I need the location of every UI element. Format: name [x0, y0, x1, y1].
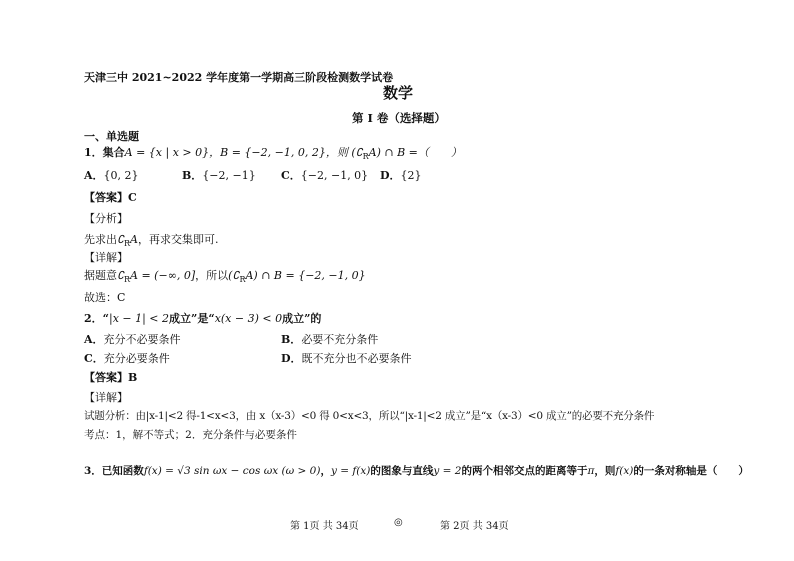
footer-page-left: 第 1页 共 34页: [290, 521, 359, 532]
option-label: A．: [84, 169, 104, 182]
q1-conclusion: 故选：C: [84, 291, 126, 304]
q3-stem-mid2: 的图象与直线: [370, 465, 434, 477]
q1-stem-tail: A) ∩ B =（ ）: [368, 146, 462, 159]
detail-sub1: R: [124, 275, 131, 285]
q2-option-a: [84, 331, 181, 347]
q1-option-c: [281, 167, 368, 183]
question-3-stem: [84, 463, 749, 478]
q2-stem-mid: 成立”是“: [169, 312, 215, 325]
q3-stem-mid4: ，则: [594, 465, 616, 477]
detail-math2: (∁: [228, 269, 240, 282]
option-value: {2}: [400, 169, 422, 182]
detail-math1b: A = (−∞, 0]: [130, 269, 196, 282]
q3-stem-math4: π: [587, 465, 595, 477]
q1-answer: 【答案】C: [84, 191, 137, 204]
q1-option-b: [182, 167, 256, 183]
q2-option-d: [281, 350, 412, 366]
q1-analysis-text: [84, 231, 218, 248]
option-value: {0, 2}: [103, 169, 139, 182]
q2-kaodian: 考点：1，解不等式；2．充分条件与必要条件: [84, 429, 297, 441]
q1-analysis-tag: 【分析】: [84, 212, 128, 225]
q2-answer: 【答案】B: [84, 371, 138, 384]
option-label: B．: [281, 333, 302, 346]
question-1-stem: [84, 144, 462, 161]
volume-heading: 第 I 卷（选择题）: [352, 111, 446, 125]
option-value: 充分必要条件: [103, 352, 170, 365]
q2-detail-tag: 【详解】: [84, 391, 128, 404]
q1-stem-math: A = {x | x > 0}，B = {−2, −1, 0, 2}，则 (∁: [124, 146, 363, 159]
q3-stem-math2: y = f(x): [330, 465, 371, 477]
detail-mid: ，所以: [195, 269, 229, 282]
analysis-math: ∁: [117, 233, 124, 246]
q3-stem-prefix: 3．已知函数: [84, 465, 144, 477]
option-label: A．: [84, 333, 104, 346]
exam-title: 天津三中 2021~2022 学年度第一学期高三阶段检测数学试卷: [84, 71, 394, 84]
q2-stem-math1: |x − 1| < 2: [108, 312, 170, 325]
option-value: 既不充分也不必要条件: [301, 352, 412, 365]
q2-option-b: [281, 331, 378, 347]
footer-center-icon: ◎: [394, 517, 403, 528]
q1-detail-text: [84, 267, 366, 284]
question-2-stem: [84, 310, 321, 326]
option-label: D．: [380, 169, 401, 182]
q3-stem-post: 的一条对称轴是（ ）: [633, 465, 749, 477]
detail-math2b: A) ∩ B = {−2, −1, 0}: [245, 269, 366, 282]
detail-math1: ∁: [117, 269, 124, 282]
option-label: C．: [281, 169, 301, 182]
analysis-math2: A: [130, 233, 138, 246]
footer-page-right: 第 2页 共 34页: [440, 521, 509, 532]
q2-detail-text: 试题分析：由|x-1|<2 得-1<x<3，由 x（x-3）<0 得 0<x<3，所以“|x-1|<2 成立”是“x（x-3）<0 成立”的必要不充分条件: [84, 410, 655, 422]
section-title: 一、单选题: [84, 130, 139, 143]
q1-option-a: [84, 167, 139, 183]
q1-option-d: [380, 167, 422, 183]
q3-stem-mid1: ，: [320, 465, 331, 477]
analysis-sub: R: [124, 239, 131, 249]
q1-stem-prefix: 1．集合: [84, 146, 125, 159]
detail-sub2: R: [239, 275, 246, 285]
q3-stem-math3: y = 2: [433, 465, 462, 477]
q3-stem-mid3: 的两个相邻交点的距离等于: [461, 465, 588, 477]
option-label: C．: [84, 352, 104, 365]
q2-stem-prefix: 2．“: [84, 312, 109, 325]
option-value: 充分不必要条件: [103, 333, 181, 346]
option-label: B．: [182, 169, 203, 182]
subject-heading: 数学: [383, 84, 414, 102]
q3-stem-math1: f(x) = √3 sin ωx − cos ωx (ω > 0): [143, 465, 321, 477]
option-label: D．: [281, 352, 302, 365]
detail-pre: 据题意: [84, 269, 117, 282]
option-value: {−2, −1}: [202, 169, 256, 182]
option-value: {−2, −1, 0}: [300, 169, 369, 182]
analysis-pre: 先求出: [84, 233, 117, 246]
q1-detail-tag: 【详解】: [84, 251, 128, 264]
q3-stem-math5: f(x): [615, 465, 634, 477]
q1-stem-sub: R: [362, 152, 369, 162]
q2-stem-post: 成立”的: [282, 312, 322, 325]
q2-stem-math2: x(x − 3) < 0: [214, 312, 283, 325]
q2-option-c: [84, 350, 170, 366]
analysis-post: ，再求交集即可.: [137, 233, 219, 246]
option-value: 必要不充分条件: [301, 333, 379, 346]
